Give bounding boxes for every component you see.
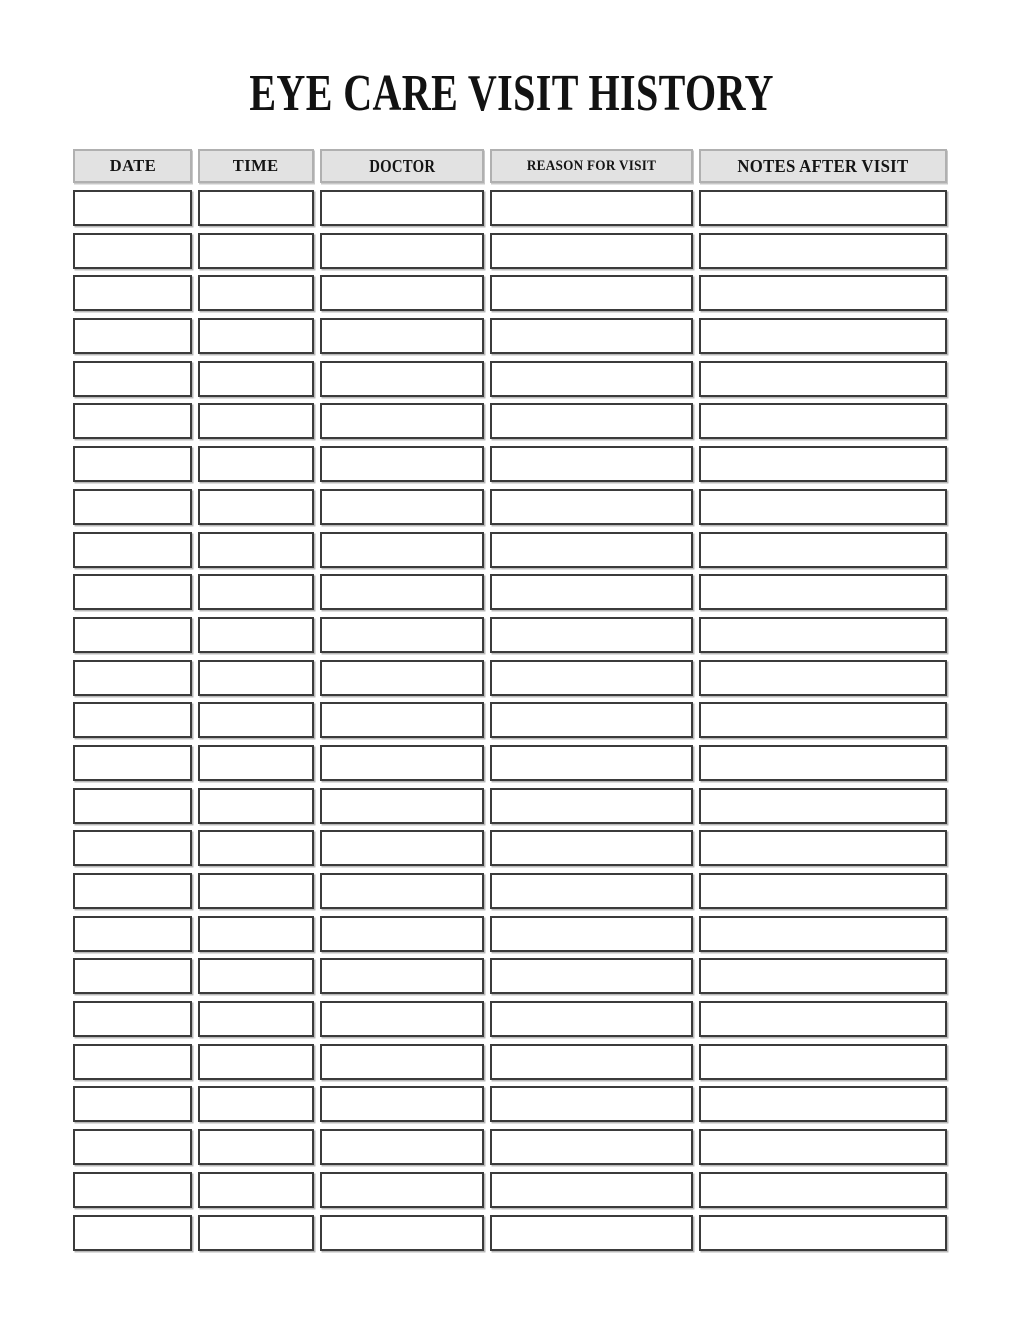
cell-doctor[interactable] [320, 190, 484, 226]
cell-notes[interactable] [699, 275, 947, 311]
header-row [73, 149, 947, 183]
cell-notes[interactable] [699, 446, 947, 482]
cell-notes[interactable] [699, 958, 947, 994]
column-header-reason [490, 149, 693, 183]
cell-time[interactable] [198, 446, 314, 482]
cell-date[interactable] [73, 574, 192, 610]
cell-notes[interactable] [699, 361, 947, 397]
cell-date[interactable] [73, 873, 192, 909]
cell-notes[interactable] [699, 617, 947, 653]
cell-date[interactable] [73, 532, 192, 568]
cell-doctor[interactable] [320, 1172, 484, 1208]
cell-notes[interactable] [699, 233, 947, 269]
column-header-notes [699, 149, 947, 183]
cell-date[interactable] [73, 1001, 192, 1037]
cell-doctor[interactable] [320, 958, 484, 994]
cell-time[interactable] [198, 318, 314, 354]
cell-date[interactable] [73, 403, 192, 439]
cell-doctor[interactable] [320, 660, 484, 696]
cell-time[interactable] [198, 617, 314, 653]
cell-time[interactable] [198, 873, 314, 909]
column-header-label: NOTES AFTER VISIT [737, 155, 909, 176]
cell-time[interactable] [198, 574, 314, 610]
cell-time[interactable] [198, 660, 314, 696]
cell-time[interactable] [198, 489, 314, 525]
cell-notes[interactable] [699, 1215, 947, 1251]
cell-date[interactable] [73, 1044, 192, 1080]
cell-notes[interactable] [699, 660, 947, 696]
cell-reason[interactable] [490, 1215, 693, 1251]
cell-notes[interactable] [699, 1086, 947, 1122]
cell-time[interactable] [198, 1044, 314, 1080]
cell-time[interactable] [198, 1215, 314, 1251]
cell-reason[interactable] [490, 873, 693, 909]
cell-time[interactable] [198, 403, 314, 439]
cell-time[interactable] [198, 1086, 314, 1122]
cell-doctor[interactable] [320, 361, 484, 397]
cell-notes[interactable] [699, 489, 947, 525]
cell-date[interactable] [73, 916, 192, 952]
table-body [73, 190, 947, 1251]
cell-notes[interactable] [699, 1172, 947, 1208]
cell-date[interactable] [73, 702, 192, 738]
cell-doctor[interactable] [320, 788, 484, 824]
cell-reason[interactable] [490, 617, 693, 653]
cell-notes[interactable] [699, 1001, 947, 1037]
cell-doctor[interactable] [320, 403, 484, 439]
cell-time[interactable] [198, 1001, 314, 1037]
cell-reason[interactable] [490, 532, 693, 568]
cell-time[interactable] [198, 788, 314, 824]
cell-time[interactable] [198, 702, 314, 738]
cell-notes[interactable] [699, 788, 947, 824]
cell-doctor[interactable] [320, 489, 484, 525]
cell-date[interactable] [73, 489, 192, 525]
cell-doctor[interactable] [320, 233, 484, 269]
cell-reason[interactable] [490, 361, 693, 397]
page-title-text: EYE CARE VISIT HISTORY [249, 65, 775, 122]
cell-date[interactable] [73, 190, 192, 226]
cell-date[interactable] [73, 958, 192, 994]
cell-notes[interactable] [699, 873, 947, 909]
cell-doctor[interactable] [320, 830, 484, 866]
cell-reason[interactable] [490, 233, 693, 269]
cell-time[interactable] [198, 275, 314, 311]
cell-doctor[interactable] [320, 1044, 484, 1080]
cell-doctor[interactable] [320, 916, 484, 952]
cell-date[interactable] [73, 830, 192, 866]
cell-date[interactable] [73, 788, 192, 824]
cell-reason[interactable] [490, 318, 693, 354]
cell-reason[interactable] [490, 190, 693, 226]
cell-date[interactable] [73, 617, 192, 653]
cell-doctor[interactable] [320, 702, 484, 738]
cell-date[interactable] [73, 1086, 192, 1122]
visit-history-table [73, 149, 947, 1251]
cell-time[interactable] [198, 233, 314, 269]
cell-notes[interactable] [699, 190, 947, 226]
cell-doctor[interactable] [320, 446, 484, 482]
cell-notes[interactable] [699, 745, 947, 781]
cell-notes[interactable] [699, 318, 947, 354]
cell-reason[interactable] [490, 275, 693, 311]
cell-date[interactable] [73, 446, 192, 482]
column-header-date [73, 149, 192, 183]
cell-reason[interactable] [490, 788, 693, 824]
cell-doctor[interactable] [320, 1129, 484, 1165]
cell-notes[interactable] [699, 702, 947, 738]
cell-reason[interactable] [490, 1129, 693, 1165]
cell-notes[interactable] [699, 403, 947, 439]
page-title [0, 66, 1024, 122]
cell-date[interactable] [73, 1172, 192, 1208]
column-header-doctor [320, 149, 484, 183]
cell-notes[interactable] [699, 1044, 947, 1080]
cell-time[interactable] [198, 830, 314, 866]
cell-date[interactable] [73, 318, 192, 354]
cell-reason[interactable] [490, 1172, 693, 1208]
cell-notes[interactable] [699, 532, 947, 568]
cell-time[interactable] [198, 361, 314, 397]
cell-doctor[interactable] [320, 873, 484, 909]
cell-reason[interactable] [490, 745, 693, 781]
column-header-label: DATE [109, 156, 156, 175]
cell-time[interactable] [198, 532, 314, 568]
cell-doctor[interactable] [320, 275, 484, 311]
cell-time[interactable] [198, 190, 314, 226]
cell-date[interactable] [73, 660, 192, 696]
cell-doctor[interactable] [320, 617, 484, 653]
cell-doctor[interactable] [320, 574, 484, 610]
cell-date[interactable] [73, 233, 192, 269]
cell-notes[interactable] [699, 830, 947, 866]
cell-notes[interactable] [699, 916, 947, 952]
cell-reason[interactable] [490, 830, 693, 866]
cell-reason[interactable] [490, 660, 693, 696]
column-header-label: REASON FOR VISIT [526, 157, 657, 174]
cell-time[interactable] [198, 745, 314, 781]
cell-reason[interactable] [490, 702, 693, 738]
cell-doctor[interactable] [320, 532, 484, 568]
cell-reason[interactable] [490, 916, 693, 952]
column-header-time [198, 149, 314, 183]
cell-doctor[interactable] [320, 745, 484, 781]
cell-reason[interactable] [490, 574, 693, 610]
cell-reason[interactable] [490, 1044, 693, 1080]
cell-time[interactable] [198, 916, 314, 952]
cell-reason[interactable] [490, 446, 693, 482]
cell-time[interactable] [198, 958, 314, 994]
cell-date[interactable] [73, 745, 192, 781]
cell-doctor[interactable] [320, 318, 484, 354]
cell-notes[interactable] [699, 1129, 947, 1165]
column-header-label: DOCTOR [368, 155, 435, 176]
cell-doctor[interactable] [320, 1215, 484, 1251]
cell-time[interactable] [198, 1129, 314, 1165]
cell-time[interactable] [198, 1172, 314, 1208]
cell-reason[interactable] [490, 958, 693, 994]
cell-date[interactable] [73, 275, 192, 311]
cell-reason[interactable] [490, 403, 693, 439]
cell-doctor[interactable] [320, 1001, 484, 1037]
cell-reason[interactable] [490, 489, 693, 525]
cell-notes[interactable] [699, 574, 947, 610]
column-header-label: TIME [233, 156, 279, 175]
cell-date[interactable] [73, 361, 192, 397]
cell-doctor[interactable] [320, 1086, 484, 1122]
cell-date[interactable] [73, 1215, 192, 1251]
cell-reason[interactable] [490, 1001, 693, 1037]
cell-reason[interactable] [490, 1086, 693, 1122]
cell-date[interactable] [73, 1129, 192, 1165]
